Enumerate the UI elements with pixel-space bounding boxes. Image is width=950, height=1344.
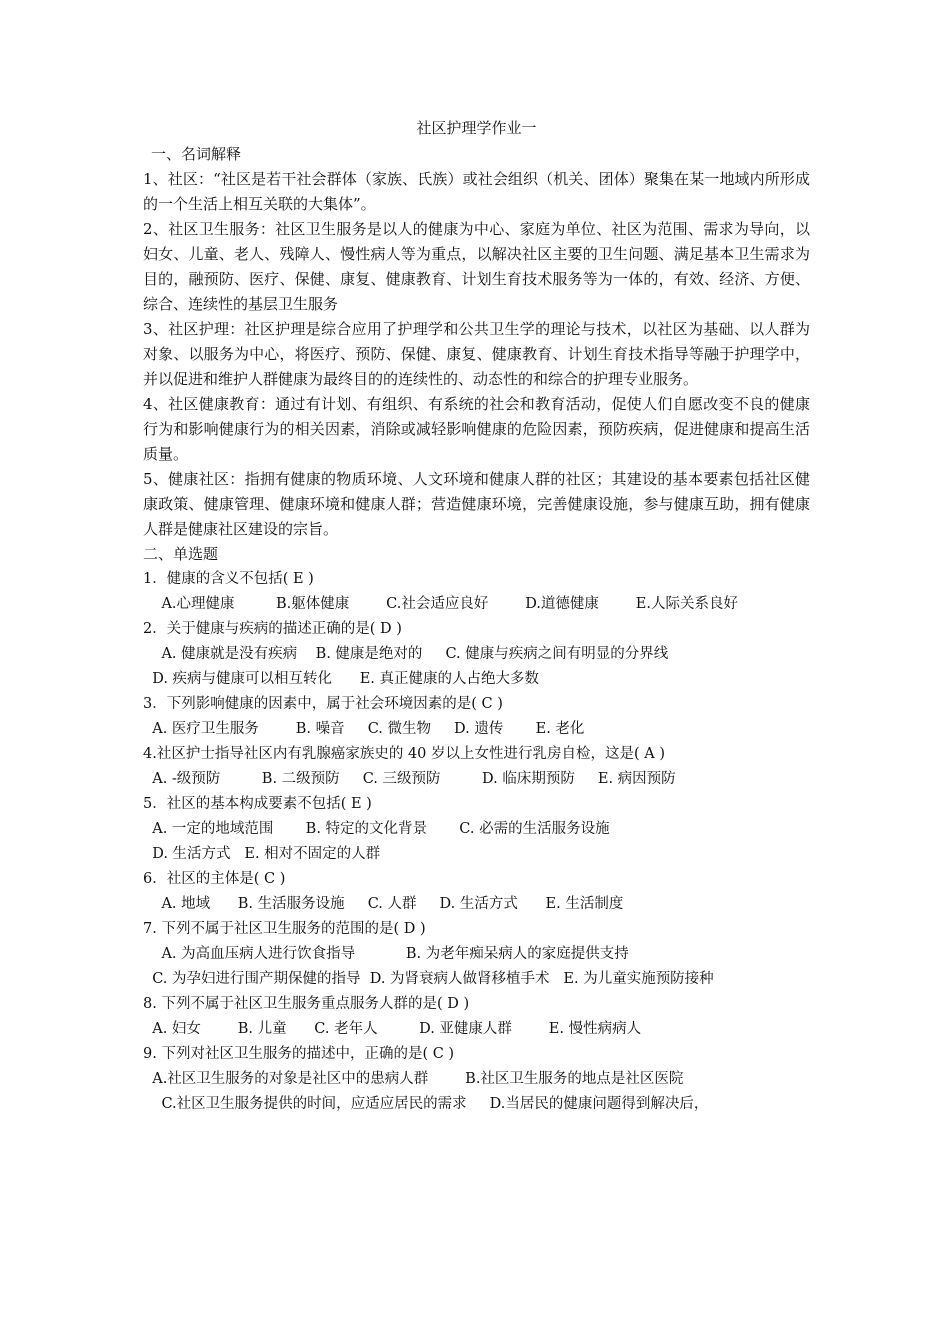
options-line: C.社区卫生服务提供的时间，应适应居民的需求 D.当居民的健康问题得到解决后， bbox=[143, 1096, 709, 1112]
question-line: 4.社区护士指导社区内有乳腺癌家族史的 40 岁以上女性进行乳房自检，这是( A ) bbox=[143, 746, 666, 762]
options-line: D. 疾病与健康可以相互转化 E. 真正健康的人占绝大多数 bbox=[143, 671, 540, 687]
questions-list bbox=[143, 567, 810, 1117]
document-title: 社区护理学作业一 bbox=[416, 119, 537, 137]
options-line: A. 健康就是没有疾病 B. 健康是绝对的 C. 健康与疾病之间有明显的分界线 bbox=[143, 646, 669, 662]
options-line: A. 地域 B. 生活服务设施 C. 人群 D. 生活方式 E. 生活制度 bbox=[143, 896, 624, 912]
options-line: D. 生活方式 E. 相对不固定的人群 bbox=[143, 846, 381, 862]
question-line: 9. 下列对社区卫生服务的描述中，正确的是( C ) bbox=[143, 1046, 455, 1062]
definition-item: 4、社区健康教育：通过有计划、有组织、有系统的社会和教育活动，促使人们自愿改变不良的健康行为和影响健康行为的相关因素，消除或减轻影响健康的危险因素，预防疾病，促进健康和提高生活质量。 bbox=[143, 395, 810, 463]
options-line: A.社区卫生服务的对象是社区中的患病人群 B.社区卫生服务的地点是社区医院 bbox=[143, 1071, 684, 1087]
question-line: 5．社区的基本构成要素不包括( E ) bbox=[143, 796, 372, 812]
options-line: A.心理健康 B.躯体健康 C.社会适应良好 D.道德健康 E.人际关系良好 bbox=[143, 596, 738, 612]
section-heading-single-choice: 二、单选题 bbox=[143, 545, 219, 563]
definition-item: 2、社区卫生服务：社区卫生服务是以人的健康为中心、家庭为单位、社区为范围、需求为导向，以妇女、儿童、老人、残障人、慢性病人等为重点，以解决社区主要的卫生问题、满足基本卫生需求为目的，融预防、医疗、保健、康复、健康教育、计划生育技术服务等为一体的，有效、经济、方便、综合、连续性的基层卫生服务 bbox=[143, 220, 810, 313]
question-line: 3．下列影响健康的因素中，属于社会环境因素的是( C ) bbox=[143, 696, 503, 712]
options-line: A. 医疗卫生服务 B. 噪音 C. 微生物 D. 遗传 E. 老化 bbox=[143, 721, 585, 737]
options-line: A. -级预防 B. 二级预防 C. 三级预防 D. 临床期预防 E. 病因预防 bbox=[143, 771, 676, 787]
question-line: 2．关于健康与疾病的描述正确的是( D ) bbox=[143, 621, 402, 637]
definition-item: 5、健康社区：指拥有健康的物质环境、人文环境和健康人群的社区；其建设的基本要素包括社区健康政策、健康管理、健康环境和健康人群；营造健康环境，完善健康设施，参与健康互助，拥有健康人群是健康社区建设的宗旨。 bbox=[143, 470, 810, 538]
question-line: 6．社区的主体是( C ) bbox=[143, 871, 286, 887]
question-line: 7. 下列不属于社区卫生服务的范围的是( D ) bbox=[143, 921, 426, 937]
definitions-list bbox=[143, 167, 810, 542]
question-line: 8. 下列不属于社区卫生服务重点服务人群的是( D ) bbox=[143, 996, 470, 1012]
options-line: A. 为高血压病人进行饮食指导 B. 为老年痴呆病人的家庭提供支持 bbox=[143, 946, 629, 962]
definition-item: 1、社区：“社区是若干社会群体（家族、氏族）或社会组织（机关、团体）聚集在某一地域内所形成的一个生活上相互关联的大集体”。 bbox=[143, 170, 810, 213]
section-heading-definitions: 一、名词解释 bbox=[151, 145, 242, 163]
definition-item: 3、社区护理：社区护理是综合应用了护理学和公共卫生学的理论与技术，以社区为基础、以人群为对象、以服务为中心，将医疗、预防、保健、康复、健康教育、计划生育技术指导等融于护理学中，并以促进和维护人群健康为最终目的的连续性的、动态性的和综合的护理专业服务。 bbox=[143, 320, 810, 388]
options-line: A. 妇女 B. 儿童 C. 老年人 D. 亚健康人群 E. 慢性病病人 bbox=[143, 1021, 642, 1037]
question-line: 1．健康的含义不包括( E ) bbox=[143, 571, 314, 587]
options-line: A. 一定的地域范围 B. 特定的文化背景 C. 必需的生活服务设施 bbox=[143, 821, 610, 837]
options-line: C. 为孕妇进行围产期保健的指导 D. 为肾衰病人做肾移植手术 E. 为儿童实施预防接种 bbox=[143, 971, 714, 987]
document-page bbox=[143, 118, 810, 1117]
